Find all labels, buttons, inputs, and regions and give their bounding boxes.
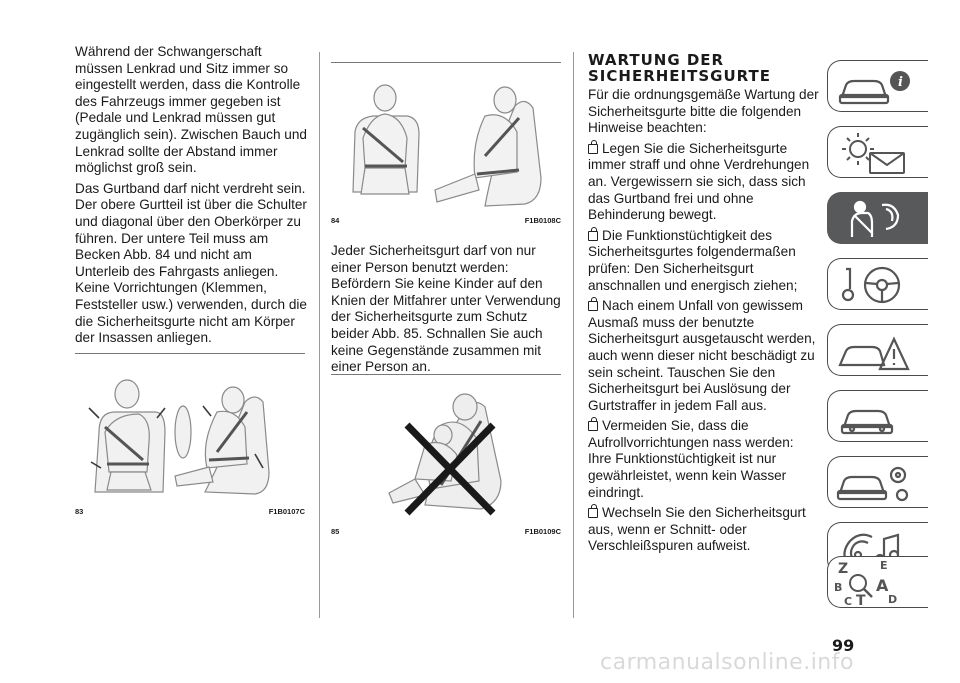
- figure-85-number: 85: [331, 527, 340, 536]
- figure-85-code: F1B0109C: [524, 527, 561, 536]
- tab-index[interactable]: [827, 556, 928, 608]
- list-item: [588, 418, 820, 501]
- svg-text:i: i: [898, 75, 903, 90]
- list-item: [588, 228, 820, 294]
- index-icon: [828, 557, 928, 609]
- index-letter: T: [856, 593, 866, 609]
- figure-83-number: 83: [75, 507, 84, 516]
- column-1: [75, 44, 307, 351]
- column-divider-1: [319, 52, 320, 618]
- index-letter: B: [834, 581, 843, 594]
- key-steering-icon: [828, 259, 928, 311]
- tab-technical-data[interactable]: [827, 456, 928, 508]
- figure-84-caption: [331, 216, 561, 226]
- car-maintenance-icon: [828, 391, 928, 443]
- tab-warning-lights[interactable]: [827, 126, 928, 178]
- figure-84-illustration: [345, 82, 555, 210]
- column-3: [588, 52, 820, 559]
- figure-84-top-rule: [331, 62, 561, 63]
- tab-safety[interactable]: [827, 192, 928, 244]
- lock-bullet-icon: [588, 301, 598, 311]
- lock-bullet-icon: [588, 144, 598, 154]
- index-letter: A: [876, 576, 889, 595]
- figure-85-top-rule: [331, 374, 561, 375]
- seatbelt-airbag-icon: [828, 193, 928, 245]
- figure-85-illustration: [385, 385, 525, 520]
- tab-car-info[interactable]: [827, 60, 928, 112]
- column-2: [331, 243, 563, 380]
- section-heading: WARTUNG DER SICHERHEITSGURTE: [588, 51, 772, 85]
- paragraph-pregnancy: Während der Schwangerschaft müssen Lenkrad und Sitz immer so eingestellt werden, dass die Kontrolle des Fahrzeugs immer gegeben ist (Pedale und Lenkrad müssen gut zugänglich sein). Zwischen Bauch und Lenkrad sollte der Abstand immer möglichst groß sein.: [75, 44, 307, 176]
- figure-85-caption: [331, 527, 561, 537]
- list-item-text: Nach einem Unfall von gewissem Ausmaß muss der benutzte Sicherheitsgurt ausgetauscht werden, auch wenn dieser nicht beschädigt zu sein scheint. Tauschen Sie den Sicherheitsgurt bei Auslösung der Gurtstraffer in jedem Fall aus.: [588, 298, 816, 413]
- figure-83-illustration: [85, 372, 305, 502]
- tab-starting-driving[interactable]: [827, 258, 928, 310]
- index-letter: Z: [838, 561, 849, 577]
- list-item-text: Die Funktionstüchtigkeit des Sicherheitsgurtes folgendermaßen prüfen: Den Sicherheitsgurt anschnallen und energisch ziehen;: [588, 227, 798, 293]
- technical-data-icon: [828, 457, 928, 509]
- lock-bullet-icon: [588, 508, 598, 518]
- figure-84-code: F1B0108C: [524, 216, 561, 225]
- list-item: [588, 141, 820, 224]
- lock-bullet-icon: [588, 421, 598, 431]
- emergency-icon: [828, 325, 928, 377]
- intro-text: Für die ordnungsgemäße Wartung der Sicherheitsgurte bitte die folgenden Hinweise beachten:: [588, 87, 819, 136]
- paragraph-belt-routing: Das Gurtband darf nicht verdreht sein. Der obere Gurtteil ist über die Schulter und diagonal über den Oberkörper zu führen. Der untere Teil muss am Becken Abb. 84 und nicht am Unterleib des Fahrgasts anliegen. Keine Vorrichtungen (Klemmen, Feststeller usw.) verwenden, durch die die Sicherheitsgurte nicht am Körper der Insassen anliegen.: [75, 180, 307, 346]
- tab-emergency[interactable]: [827, 324, 928, 376]
- watermark: carmanualsonline.info: [600, 650, 854, 675]
- paragraph-one-person: Jeder Sicherheitsgurt darf von nur einer Person benutzt werden: Befördern Sie keine Kinder auf den Knien der Mitfahrer unter Verwendung der Sicherheitsgurte zum Schutz beider Abb. 85. Schnallen Sie auch keine Gegenstände zusammen mit einer Person an.: [331, 243, 561, 375]
- list-item-text: Wechseln Sie den Sicherheitsgurt aus, wenn er Schnitt- oder Verschleißspuren aufweist.: [588, 505, 806, 554]
- column-divider-2: [573, 52, 574, 618]
- list-item-text: Vermeiden Sie, dass die Aufrollvorrichtungen nass werden: Ihre Funktionstüchtigkeit ist nur gewährleistet, wenn kein Wasser eindringt.: [588, 418, 794, 500]
- index-letter: D: [888, 593, 898, 606]
- figure-83-caption: [75, 507, 305, 517]
- car-info-icon: [828, 61, 928, 113]
- list-item: [588, 505, 820, 555]
- figure-84-number: 84: [331, 216, 340, 225]
- index-letter: E: [880, 559, 888, 572]
- index-letter: C: [844, 595, 853, 608]
- lock-bullet-icon: [588, 231, 598, 241]
- figure-83-top-rule: [75, 353, 305, 354]
- page-number: 99: [832, 636, 855, 655]
- list-item: [588, 298, 820, 414]
- warning-lights-icon: [828, 127, 928, 179]
- list-item-text: Legen Sie die Sicherheitsgurte immer straff und ohne Verdrehungen an. Vergewissern sie sich, dass sich das Gurtband frei und ohne Behinderung bewegt.: [588, 140, 810, 223]
- figure-83-code: F1B0107C: [268, 507, 305, 516]
- tab-maintenance[interactable]: [827, 390, 928, 442]
